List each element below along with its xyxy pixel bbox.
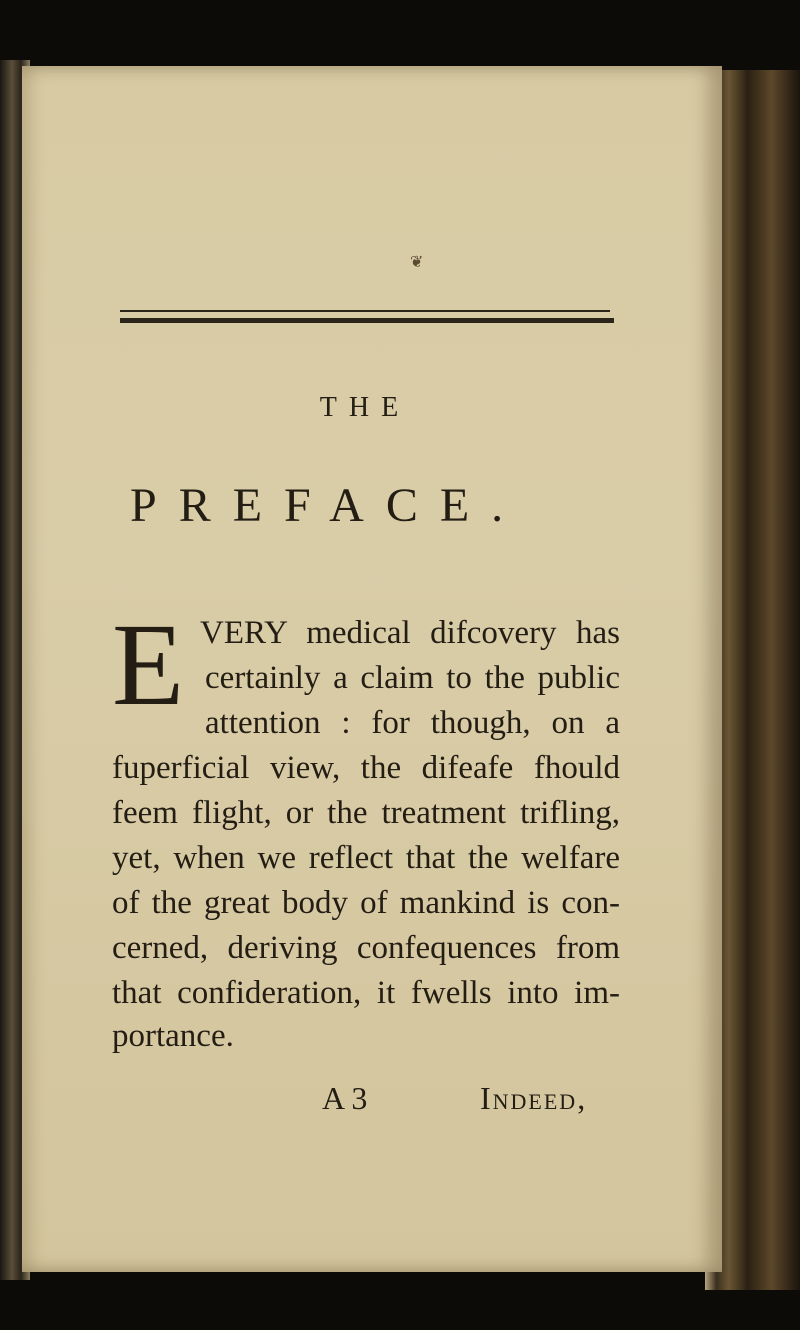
body-line-5: feem flight, or the treatment trifling, bbox=[112, 795, 620, 831]
page-signature: A 3 bbox=[322, 1080, 368, 1116]
heading-the: THE bbox=[319, 392, 411, 423]
body-line-7: of the great body of mankind is con- bbox=[112, 885, 620, 921]
body-line-9: that confideration, it fwells into im- bbox=[112, 975, 620, 1011]
body-line-1: VERY medical difcovery has bbox=[200, 615, 620, 651]
body-line-10: portance. bbox=[112, 1018, 234, 1054]
body-line-4: fuperficial view, the difeafe fhould bbox=[112, 750, 620, 786]
body-line-6: yet, when we reflect that the welfare bbox=[112, 840, 620, 876]
body-line-8: cerned, deriving confequences from bbox=[112, 930, 620, 966]
ornament-icon: ❦ bbox=[410, 252, 424, 271]
body-line-2: certainly a claim to the public bbox=[205, 660, 620, 696]
catchword: Indeed, bbox=[480, 1080, 588, 1116]
body-line-3: attention : for though, on a bbox=[205, 705, 620, 741]
header-rule-thick bbox=[120, 318, 614, 323]
drop-cap: E bbox=[112, 599, 185, 730]
header-rule-thin bbox=[120, 310, 610, 312]
page-title: PREFACE. bbox=[130, 479, 526, 532]
